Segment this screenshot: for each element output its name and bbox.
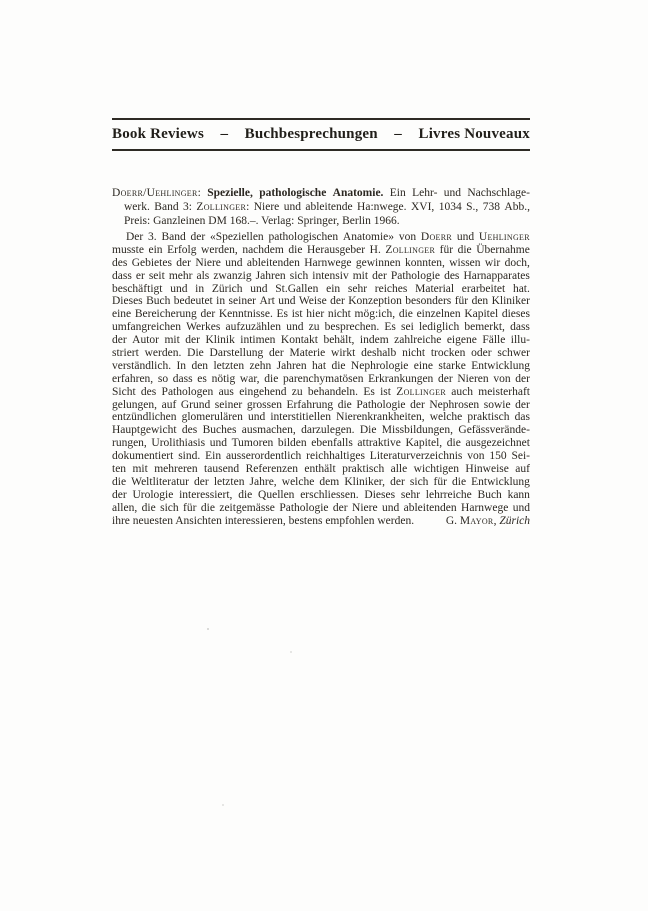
text-line: Der 3. Band der «Speziellen pathologischen Anatomie» von Doerr und Uehlinger (126, 231, 530, 243)
text-line: musste ein Erfolg werden, nachdem die Herausgeber H. Zollinger für die Übernahme (112, 243, 530, 256)
review-paragraph (112, 231, 530, 527)
text-line: entzündlichen glomerulären und interstitiellen Nierenkrankheiten, welche praktisch das (112, 411, 530, 424)
text-line: ten mit mehreren tausend Referenzen enthält praktisch alle wichtigen Hinweise auf (112, 463, 530, 476)
header-title-part: Livres Nouveaux (418, 126, 530, 142)
scan-speck (222, 804, 224, 806)
text-line: allen, die sich für die zeitgemässe Pathologie der Niere und ableitenden Harnwege und (112, 501, 530, 514)
text-line: striert werden. Die Darstellung der Materie wirkt deshalb nicht trocken oder schwer (112, 347, 530, 360)
text-line: Dieses Buch bedeutet in seiner Art und Weise der Konzeption besonders für den Kliniker (112, 295, 530, 308)
text-line: gelungen, auf Grund seiner grossen Erfahrung die Pathologie der Nephrosen sowie der (112, 398, 530, 411)
scan-speck (207, 628, 209, 630)
header-title-part: Buchbesprechungen (244, 126, 378, 142)
text-line: die Weltliteratur der letzten Jahre, welche dem Kliniker, der sich für die Entwicklung (112, 475, 530, 488)
text-line: Hauptgewicht des Buches ausmachen, darzulegen. Die Missbildungen, Gefässverände- (112, 424, 530, 437)
text-line: der Autor mit der Klinik intimen Kontakt behält, indem zahlreiche eigene Fälle illu- (112, 334, 530, 347)
text-line: erfahren, so dass es nötig war, die parenchymatösen Erkrankungen der Nieren von der (112, 372, 530, 385)
text-line: beschäftigt und in Zürich und St.Gallen ein sehr reiches Material erarbeitet hat. (112, 282, 530, 295)
text-line: dokumentiert sind. Ein ausserordentlich reichhaltiges Literaturverzeichnis von 150 Sei- (112, 450, 530, 463)
text-line: werk. Band 3: Zollinger: Niere und ableitende Ha:nwege. XVI, 1034 S., 738 Abb., (124, 201, 530, 213)
text-line: Sicht des Pathologen aus eingehend zu behandeln. Es ist Zollinger auch meisterhaft (112, 385, 530, 398)
text-line: umfangreichen Werkes aufzuzählen und zu besprechen. Es sei lediglich bemerkt, dass (112, 321, 530, 334)
book-citation (112, 186, 530, 228)
reviewer-signature: G. Mayor, Zürich (445, 514, 530, 527)
header-title-part: – (220, 126, 229, 142)
text-line: des Gebietes der Niere und ableitenden Harnwege gewinnen konnten, wissen wir doch, (112, 256, 530, 269)
text-line: eine Bereicherung der Kenntnisse. Es ist hier nicht mög:ich, die einzelnen Kapitel dieses (112, 308, 530, 321)
text-line: verständlich. In den letzten zehn Jahren hat die Nephrologie eine starke Entwicklung (112, 359, 530, 372)
header-title-part: Book Reviews (112, 126, 204, 142)
text-line: rungen, Urolithiasis und Tumoren bilden ebenfalls attraktive Kapitel, die ausgezeichnet (112, 437, 530, 450)
text-line: Preis: Ganzleinen DM 168.–. Verlag: Springer, Berlin 1966. (124, 215, 400, 227)
text-line: Doerr/Uehlinger: Spezielle, pathologische Anatomie. Ein Lehr- und Nachschlage- (112, 187, 530, 199)
text-line: dass er seit mehr als zwanzig Jahren sich intensiv mit der Pathologie des Harnapparates (112, 269, 530, 282)
text-line: ihre neuesten Ansichten interessieren, bestens empfohlen werden. G. Mayor, Zürich (112, 514, 530, 527)
text-line: der Urologie interessiert, die Quellen erschliessen. Dieses sehr lehrreiche Buch kann (112, 488, 530, 501)
header-title-part: – (394, 126, 402, 142)
book-reviews-header (112, 118, 530, 151)
scan-speck (290, 651, 292, 653)
